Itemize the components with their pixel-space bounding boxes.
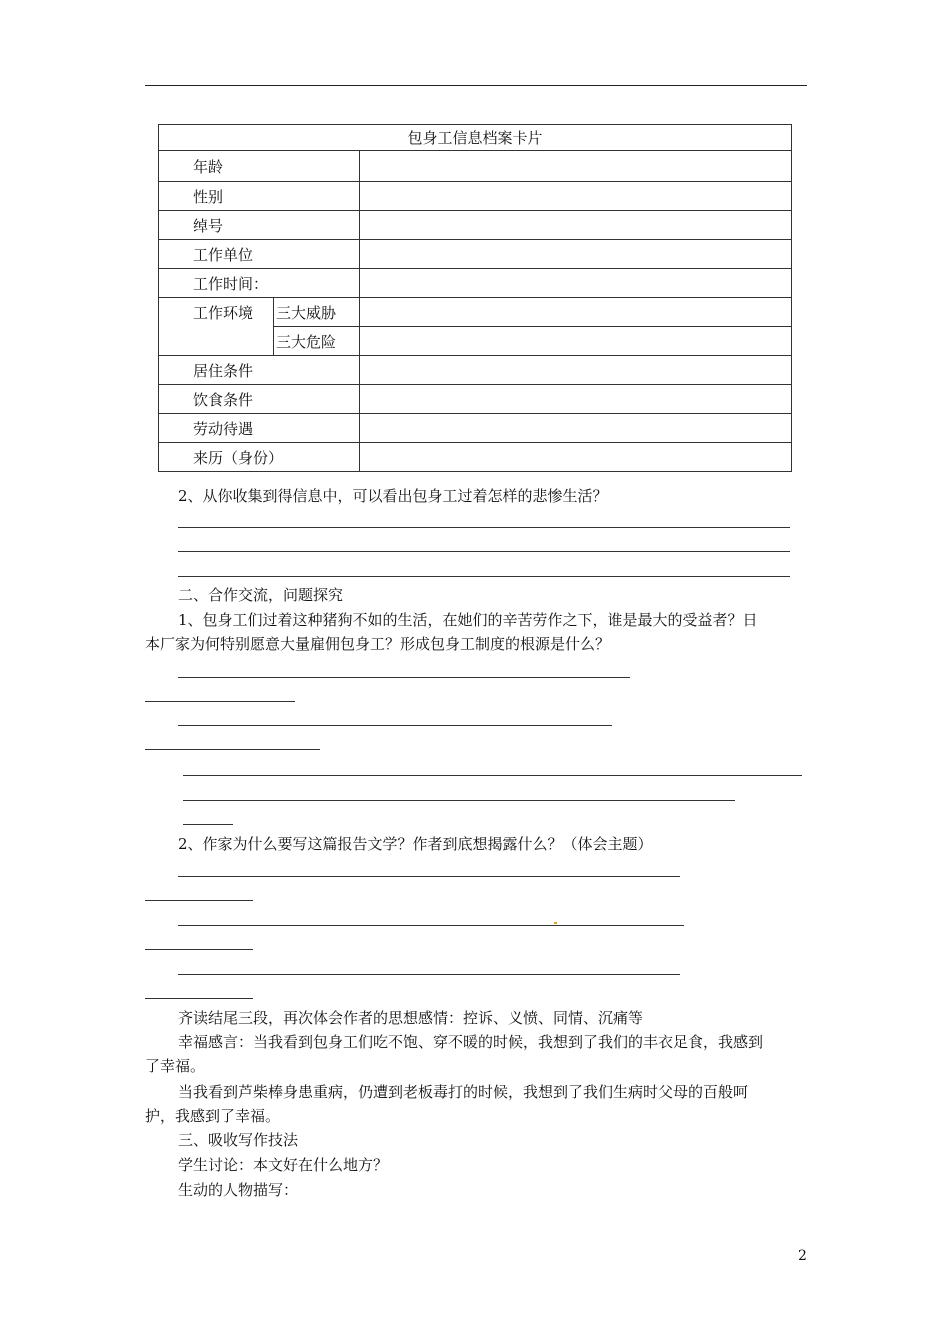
- section-heading-3: 三、吸收写作技法: [178, 1131, 299, 1149]
- answer-line[interactable]: [178, 725, 612, 726]
- answer-line[interactable]: [178, 925, 684, 926]
- s2-question-2: 2、作家为什么要写这篇报告文学？作者到底想揭露什么？（体会主题）: [178, 835, 653, 853]
- card-title: 包身工信息档案卡片: [159, 125, 792, 151]
- s2-question-1-line1: 1、包身工们过着这种猪狗不如的生活，在她们的辛苦劳作之下，谁是最大的受益者？日: [178, 611, 758, 629]
- answer-cell[interactable]: [360, 327, 792, 356]
- row-label-gender: 性别: [193, 187, 224, 206]
- answer-line[interactable]: [178, 551, 790, 552]
- row-label-origin: 来历（身份）: [193, 448, 284, 467]
- answer-line[interactable]: [183, 824, 233, 825]
- info-card-table: [158, 124, 792, 472]
- row-label-workplace: 工作单位: [193, 245, 254, 264]
- header-rule: [145, 85, 807, 86]
- s2-question-1-line2: 本厂家为何特别愿意大量雇佣包身工？形成包身工制度的根源是什么？: [145, 635, 611, 653]
- stray-mark: [554, 922, 557, 924]
- answer-cell[interactable]: [360, 385, 792, 414]
- paragraph-happiness-1-cont: 了幸福。: [145, 1057, 206, 1075]
- sub-label-threats: 三大威胁: [276, 303, 337, 322]
- table-row: [159, 182, 792, 211]
- answer-line[interactable]: [145, 949, 253, 950]
- question-2: 2、从你收集到得信息中，可以看出包身工过着怎样的悲惨生活？: [178, 487, 608, 505]
- answer-cell[interactable]: [360, 151, 792, 182]
- row-label-nickname: 绰号: [193, 216, 224, 235]
- answer-line[interactable]: [183, 800, 735, 801]
- answer-line[interactable]: [145, 900, 253, 901]
- table-row: [159, 211, 792, 240]
- answer-cell[interactable]: [360, 269, 792, 298]
- paragraph-character-description: 生动的人物描写：: [178, 1181, 299, 1199]
- table-row: [159, 151, 792, 182]
- table-row: [159, 443, 792, 472]
- row-label-labor: 劳动待遇: [193, 419, 254, 438]
- answer-line[interactable]: [145, 998, 253, 999]
- sub-label-dangers: 三大危险: [276, 332, 337, 351]
- answer-cell[interactable]: [360, 240, 792, 269]
- table-row: [159, 385, 792, 414]
- paragraph-happiness-1: 幸福感言：当我看到包身工们吃不饱、穿不暖的时候，我想到了我们的丰衣足食，我感到: [178, 1033, 764, 1051]
- table-row: [159, 298, 792, 327]
- answer-line[interactable]: [178, 876, 680, 877]
- page-number: 2: [798, 1248, 807, 1264]
- row-label-worktime: 工作时间：: [193, 274, 269, 293]
- answer-cell[interactable]: [360, 443, 792, 472]
- section-heading-2: 二、合作交流，问题探究: [178, 586, 344, 604]
- answer-cell[interactable]: [360, 414, 792, 443]
- answer-line[interactable]: [178, 677, 630, 678]
- row-label-food: 饮食条件: [193, 390, 254, 409]
- row-label-environment: 工作环境: [193, 304, 254, 322]
- paragraph-happiness-2-cont: 护，我感到了幸福。: [145, 1107, 281, 1125]
- answer-line[interactable]: [145, 701, 295, 702]
- answer-line[interactable]: [178, 527, 790, 528]
- table-row: [159, 414, 792, 443]
- answer-cell[interactable]: [360, 356, 792, 385]
- table-row: [159, 269, 792, 298]
- answer-cell[interactable]: [360, 211, 792, 240]
- paragraph-read-aloud: 齐读结尾三段，再次体会作者的思想感情：控诉、义愤、同情、沉痛等: [178, 1009, 644, 1027]
- paragraph-discussion: 学生讨论：本文好在什么地方？: [178, 1156, 389, 1174]
- answer-cell[interactable]: [360, 298, 792, 327]
- answer-line[interactable]: [178, 576, 790, 577]
- answer-line[interactable]: [183, 775, 802, 776]
- row-label-housing: 居住条件: [193, 361, 254, 380]
- answer-line[interactable]: [145, 749, 320, 750]
- answer-line[interactable]: [178, 974, 680, 975]
- paragraph-happiness-2: 当我看到芦柴棒身患重病，仍遭到老板毒打的时候，我想到了我们生病时父母的百般呵: [178, 1083, 749, 1101]
- answer-cell[interactable]: [360, 182, 792, 211]
- table-row: [159, 240, 792, 269]
- row-label-age: 年龄: [193, 157, 224, 176]
- table-row: [159, 356, 792, 385]
